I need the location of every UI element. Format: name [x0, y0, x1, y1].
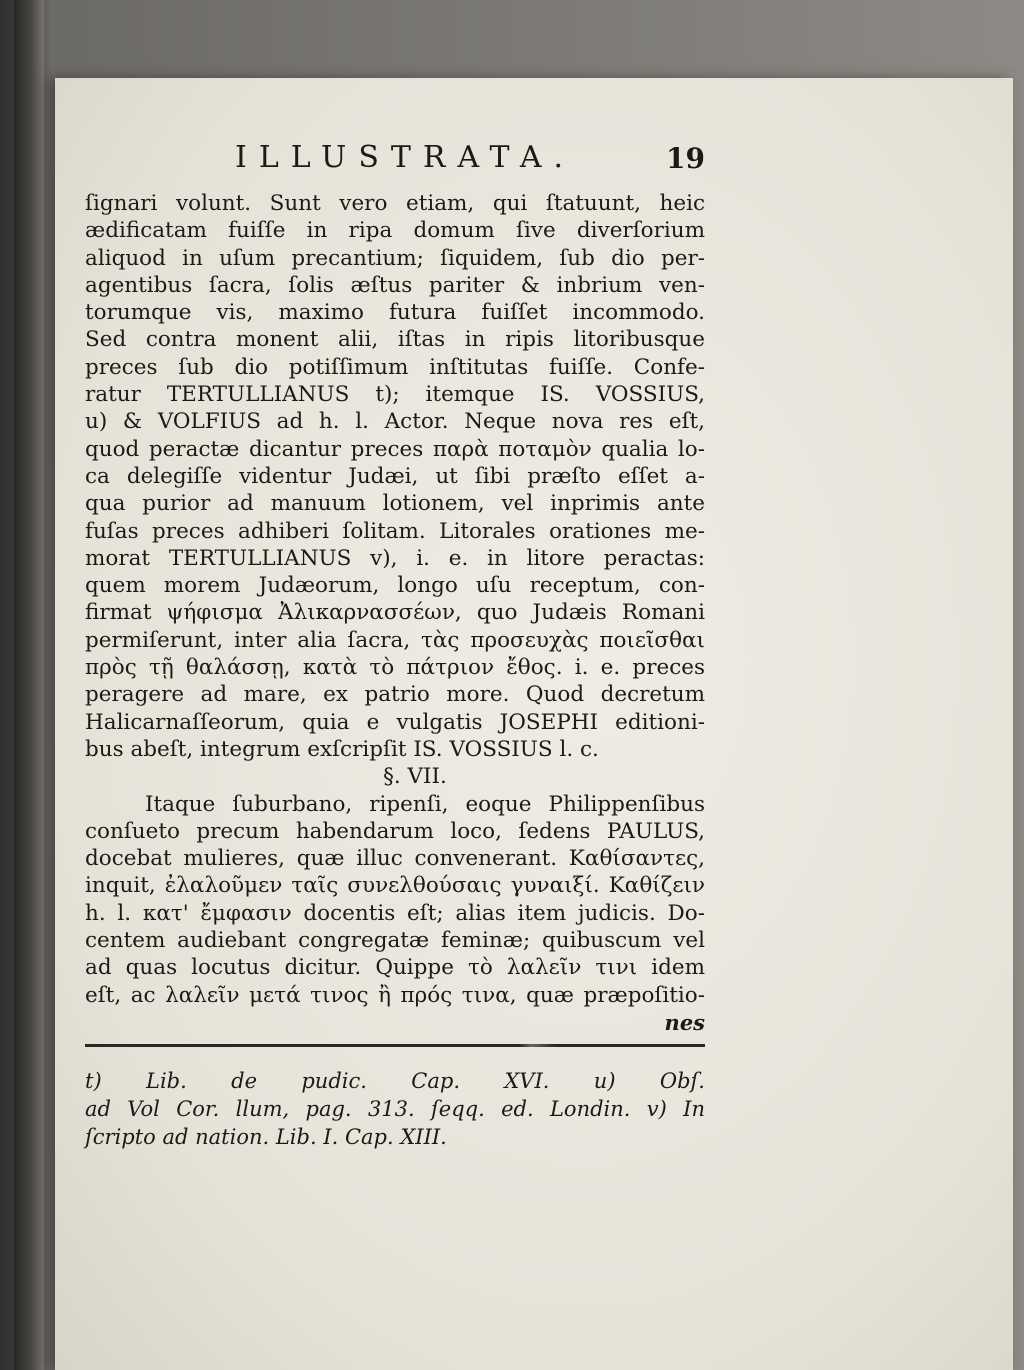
text-line: ratur TERTULLIANUS t); itemque IS. VOSSIUS,: [85, 382, 705, 408]
text-line: fuſas preces adhiberi ſolitam. Litorales orationes me-: [85, 518, 705, 544]
text-line: permiſerunt, inter alia ſacra, τὰς προσευχὰς ποιεῖσθαι: [85, 627, 705, 653]
body-paragraph-1: [85, 190, 705, 763]
catchword: nes: [664, 1009, 705, 1035]
text-line: preces ſub dio potiſſimum inſtitutas fuiſſe. Confe-: [85, 354, 705, 380]
text-line: agentibus ſacra, ſolis æſtus pariter & inbrium ven-: [85, 272, 705, 298]
text-line: morat TERTULLIANUS v), i. e. in litore peractas:: [85, 545, 705, 571]
text-line: bus abeſt, integrum exſcripſit IS. VOSSIUS l. c.: [85, 736, 599, 762]
page-binding-edge: [14, 0, 44, 1370]
text-line: inquit, ἐλαλοῦμεν ταῖς συνελθούσαις γυναιξί. Καθίζειν: [85, 873, 705, 899]
text-line: peragere ad mare, ex patrio more. Quod decretum: [85, 682, 705, 708]
text-line: firmat ψήφισμα Ἀλικαρνασσέων, quo Judæis Romani: [85, 600, 705, 626]
text-line: ad quas locutus dicitur. Quippe τὸ λαλεῖν τινι idem: [85, 955, 705, 981]
text-line: centem audiebant congregatæ feminæ; quibuscum vel: [85, 928, 705, 954]
text-line: torumque vis, maximo futura fuiſſet incommodo.: [85, 300, 705, 326]
text-line: docebat mulieres, quæ illuc convenerant. Καθίσαντες,: [85, 846, 705, 872]
text-line: ca delegiſſe videntur Judæi, ut ſibi præſto eſſet a-: [85, 463, 705, 489]
text-line: aliquod in uſum precantium; ſiquidem, ſub dio per-: [85, 245, 705, 271]
text-line: Itaque ſuburbano, ripenſi, eoque Philippenſibus: [145, 791, 705, 817]
text-line: πρὸς τῇ θαλάσσῃ, κατὰ τὸ πάτριον ἔθος. i. e. preces: [85, 655, 705, 681]
text-line: h. l. κατ' ἔμφασιν docentis eſt; alias item judicis. Do-: [85, 900, 705, 926]
footnotes: [85, 1067, 705, 1151]
text-line: eſt, ac λαλεῖν μετά τινος ἢ πρός τινα, quæ præpoſitio-: [85, 982, 705, 1008]
text-line: conſueto precum habendarum loco, ſedens PAULUS,: [85, 818, 705, 844]
text-line: u) & VOLFIUS ad h. l. Actor. Neque nova res eſt,: [85, 409, 705, 435]
body-paragraph-2: [85, 791, 705, 1009]
running-head: ILLUSTRATA.: [235, 140, 576, 175]
footnote-divider: [85, 1044, 705, 1047]
footnote-line: ad Vol Cor. llum, pag. 313. ſeqq. ed. Londin. v) In: [85, 1096, 705, 1121]
footnote-line: ſcripto ad nation. Lib. I. Cap. XIII.: [85, 1124, 447, 1149]
text-line: Halicarnaſſeorum, quia e vulgatis JOSEPHI editioni-: [85, 709, 705, 735]
text-line: quem morem Judæorum, longo uſu receptum, con-: [85, 573, 705, 599]
text-line: Sed contra monent alii, iſtas in ripis litoribusque: [85, 327, 705, 353]
footnote-line: t) Lib. de pudic. Cap. XVI. u) Obſ.: [85, 1068, 705, 1093]
text-line: qua purior ad manuum lotionem, vel inprimis ante: [85, 491, 705, 517]
section-number: §. VII.: [383, 764, 447, 790]
text-line: ſignari volunt. Sunt vero etiam, qui ſtatuunt, heic: [85, 191, 705, 216]
page-header: [85, 140, 705, 190]
text-line: quod peractæ dicantur preces παρὰ ποταμὸν qualia lo-: [85, 436, 705, 462]
text-line: ædificatam fuiſſe in ripa domum ſive diverſorium: [85, 218, 705, 244]
page-number: 19: [666, 142, 705, 175]
page-text: [85, 140, 705, 1151]
